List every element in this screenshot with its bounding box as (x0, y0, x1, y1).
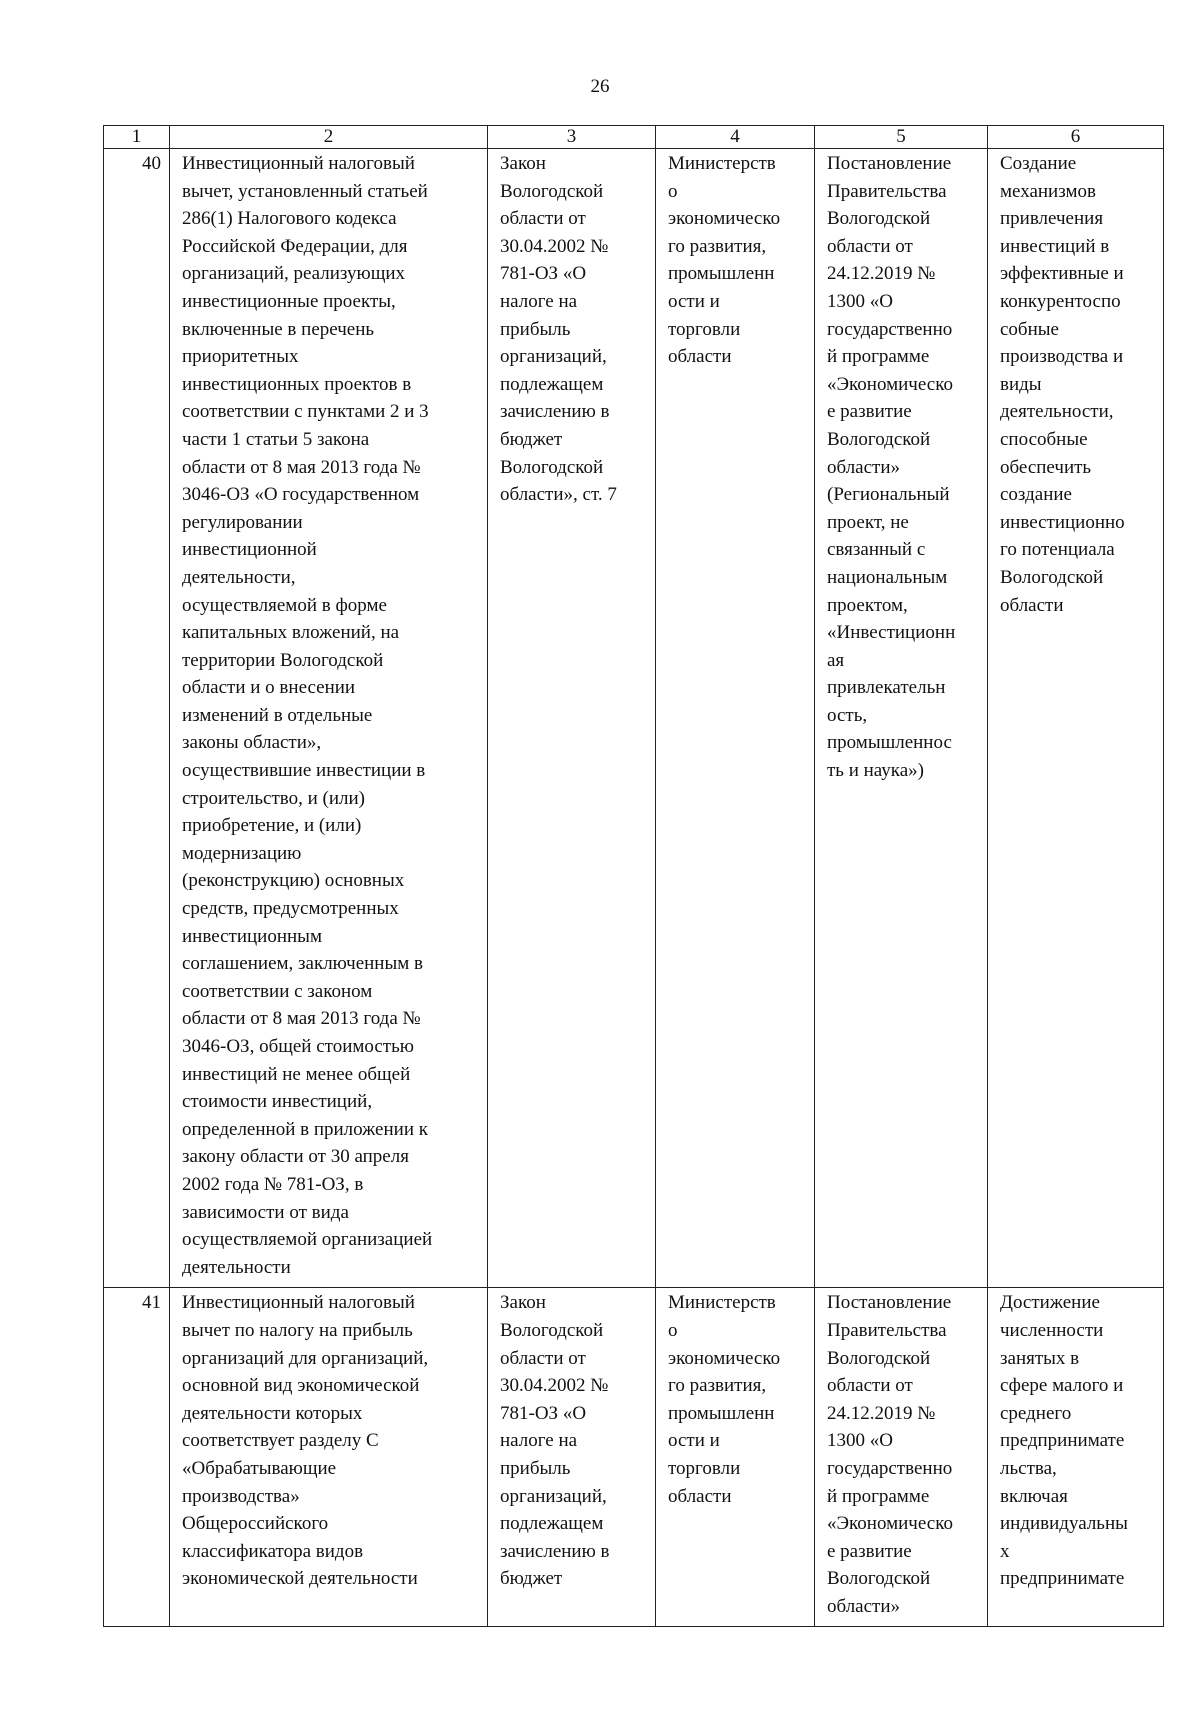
curator: Министерств о экономическо го развития, промышленн ости и торговли области (668, 1292, 781, 1507)
program-cell (815, 1288, 988, 1627)
goal-cell (988, 1288, 1164, 1627)
row-number: 40 (104, 149, 170, 1288)
row-number: 41 (104, 1288, 170, 1627)
table-header-row (104, 126, 1164, 149)
benefits-table (103, 125, 1164, 1627)
legal-act-cell (488, 1288, 656, 1627)
header-cell-2: 2 (170, 126, 488, 149)
goal-cell (988, 149, 1164, 1288)
header-cell-4: 4 (656, 126, 815, 149)
table-row (104, 1288, 1164, 1627)
benefit-description: Инвестиционный налоговый вычет по налогу на прибыль организаций для организаций, основной вид экономической деятельности которых соответствует разделу С «Обрабатывающие производства» Общероссийского классификатора видов экономической деятельности (182, 1292, 429, 1590)
benefit-description: Инвестиционный налоговый вычет, установленный статьей 286(1) Налогового кодекса Российской Федерации, для организаций, реализующих инвестиционные проекты, включенные в перечень приоритетных инвестиционных проектов в соответствии с пунктами 2 и 3 части 1 статьи 5 закона области от 8 мая 2013 года № 3046-ОЗ «О государственном регулировании инвестиционной деятельности, осуществляемой в форме капитальных вложений, на территории Вологодской области и о внесении изменений в отдельные законы области», осуществившие инвестиции в строительство, и (или) приобретение, и (или) модернизацию (реконструкцию) основных средств, предусмотренных инвестиционным соглашением, заключенным в соответствии с законом области от 8 мая 2013 года № 3046-ОЗ, общей стоимостью инвестиций не менее общей стоимости инвестиций, определенной в приложении к закону области от 30 апреля 2002 года № 781-ОЗ, в зависимости от вида осуществляемой организацией деятельности (182, 153, 433, 1278)
benefit-description-cell (170, 149, 488, 1288)
legal-act: Закон Вологодской области от 30.04.2002 № 781-ОЗ «О налоге на прибыль организаций, подлежащем зачислению в бюджет (500, 1292, 610, 1590)
curator-cell (656, 149, 815, 1288)
program: Постановление Правительства Вологодской области от 24.12.2019 № 1300 «О государственно й программе «Экономическо е развитие Вологодской области» (Региональный проект, не связанный с национальным проектом, «Инвестиционн ая привлекательн ость, промышленнос ть и наука») (827, 153, 956, 782)
curator-cell (656, 1288, 815, 1627)
header-cell-6: 6 (988, 126, 1164, 149)
header-cell-3: 3 (488, 126, 656, 149)
benefit-description-cell (170, 1288, 488, 1627)
program-cell (815, 149, 988, 1288)
header-cell-5: 5 (815, 126, 988, 149)
curator: Министерств о экономическо го развития, промышленн ости и торговли области (668, 153, 781, 368)
legal-act: Закон Вологодской области от 30.04.2002 № 781-ОЗ «О налоге на прибыль организаций, подлежащем зачислению в бюджет Вологодской области», ст. 7 (500, 153, 617, 506)
header-cell-1: 1 (104, 126, 170, 149)
goal: Достижение численности занятых в сфере малого и среднего предпринимате льства, включая индивидуальны х предпринимате (1000, 1292, 1128, 1590)
table-row (104, 149, 1164, 1288)
program: Постановление Правительства Вологодской области от 24.12.2019 № 1300 «О государственно й программе «Экономическо е развитие Вологодской области» (827, 1292, 953, 1617)
legal-act-cell (488, 149, 656, 1288)
page-number: 26 (590, 76, 610, 97)
goal: Создание механизмов привлечения инвестиций в эффективные и конкурентоспо собные производства и виды деятельности, способные обеспечить создание инвестиционно го потенциала Вологодской области (1000, 153, 1125, 616)
